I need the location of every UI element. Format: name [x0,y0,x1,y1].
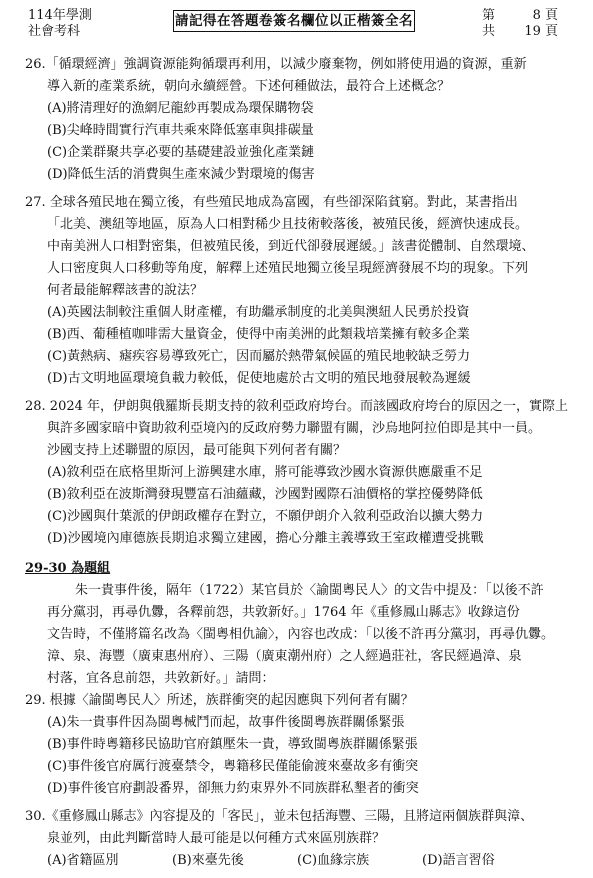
option-a: (A)省籍區別 [47,853,119,868]
question-stem: 26.「循環經濟」強調資源能夠循環再利用，以減少廢棄物，例如將使用過的資源，重新 [25,57,527,72]
question-stem: 沙國支持上述聯盟的原因，最可能與下列何者有關？ [47,443,347,458]
group-passage [25,580,573,690]
page-label: 第 [482,8,496,23]
exam-subject: 社會考科 [28,24,81,39]
option-a: (A)將清理好的漁網尼龍紗再製成為環保購物袋 [47,101,314,116]
question-stem: 泉並列，由此判斷當時人最可能是以何種方式來區別族群？ [47,831,386,846]
passage-line: 再分黨羽，再尋仇釁，各釋前怨，共敦新好。」1764 年《重修鳳山縣志》收錄這份 [47,605,520,620]
option-d: (D)事件後官府劃設番界，卻無力約束界外不同族群私墾者的衝突 [47,781,419,796]
option-c: (C)沙國與什葉派的伊朗政權存在對立，不願伊朗介入敘利亞政治以擴大勢力 [47,509,484,524]
question-29 [25,690,573,800]
option-b: (B)尖峰時間實行汽車共乘來降低塞車與排碳量 [47,123,314,138]
option-d: (D)古文明地區環境負載力較低，促使地處於古文明的殖民地發展較為遲緩 [47,371,471,386]
option-a: (A)敘利亞在底格里斯河上游興建水庫，將可能導致沙國水資源供應嚴重不足 [47,465,483,480]
question-30 [25,806,573,872]
question-stem: 27. 全球各殖民地在獨立後，有些殖民地成為富國，有些卻深陷貧窮。對此，某書指出 [25,195,518,210]
question-28 [25,396,573,550]
passage-line: 漳、泉、海豐（廣東惠州府）、三陽（廣東潮州府）之人經過莊社，客民經過漳、泉 [47,649,522,664]
signature-notice: 請記得在答題卷簽名欄位以正楷簽全名 [173,10,415,32]
questions [25,54,573,878]
question-stem: 導入新的產業系統，朝向永續經營。下述何種做法，最符合上述概念？ [47,79,451,94]
exam-info [28,8,92,40]
option-a: (A)朱一貴事件因為閩粵械鬥而起，故事件後閩粵族群關係緊張 [47,715,405,730]
option-b: (B)西、葡種植咖啡需大量資金，使得中南美洲的此類栽培業擁有較多企業 [47,327,470,342]
passage-line: 文告時，不僅將篇名改為〈閩粵相仇諭〉，內容也改成：「以後不許再分黨羽，再尋仇釁。 [47,627,555,642]
options-row [25,850,573,872]
page-current: 8 頁 [532,8,558,23]
option-c: (C)血緣宗族 [297,853,370,868]
question-27 [25,192,573,390]
option-b: (B)事件時粵籍移民協助官府鎮壓朱一貴，導致閩粵族群關係緊張 [47,737,418,752]
option-c: (C)黃熱病、瘧疾容易導致死亡，因而屬於熱帶氣候區的殖民地較缺乏勞力 [47,349,471,364]
question-stem: 與許多國家暗中資助敘利亞境內的反政府勢力聯盟有關，沙烏地阿拉伯即是其中一員。 [47,421,542,436]
option-b: (B)敘利亞在波斯灣發現豐富石油蘊藏，沙國對國際石油價格的掌控優勢降低 [47,487,483,502]
option-b: (B)來臺先後 [172,853,244,868]
passage-line: 村落，宜各息前怨，共敦新好。」請問： [47,671,275,686]
question-stem: 人口密度與人口移動等角度，解釋上述殖民地獨立後呈現經濟發展不均的現象。下列 [47,261,529,276]
exam-year: 114年學測 [28,8,92,23]
passage-line: 朱一貴事件後，隔年（1722）某官員於〈諭閩粵民人〉的文告中提及：「以後不許 [75,583,544,598]
question-stem: 29. 根據〈諭閩粵民人〉所述，族群衝突的起因應與下列何者有關？ [25,693,414,708]
option-c: (C)企業群聚共享必要的基礎建設並強化產業鏈 [47,145,315,160]
page-header [0,8,593,40]
question-26 [25,54,573,186]
total-label: 共 [482,24,496,39]
option-a: (A)英國法制較注重個人財產權，有助繼承制度的北美與澳紐人民勇於投資 [47,305,470,320]
option-c: (C)事件後官府厲行渡臺禁令，粵籍移民僅能偷渡來臺故多有衝突 [47,759,419,774]
question-stem: 30.《重修鳳山縣志》內容提及的「客民」，並未包括海豐、三陽，且將這兩個族群與漳、 [25,809,534,824]
page-total: 19 頁 [524,24,558,39]
question-stem: 何者最能解釋該書的說法？ [47,283,204,298]
option-d: (D)沙國境內庫德族長期追求獨立建國，擔心分離主義導致王室政權遭受挑戰 [47,531,484,546]
question-stem: 28. 2024 年，伊朗與俄羅斯長期支持的敘利亞政府垮台。而該國政府垮台的原因之一，實際上 [25,399,569,414]
question-stem: 中南美洲人口相對密集，但被殖民後，到近代卻發展遲緩。」該書從體制、自然環境、 [47,239,535,254]
page-number [482,8,558,40]
option-d: (D)降低生活的消費與生產來減少對環境的傷害 [47,167,315,182]
option-d: (D)語言習俗 [422,853,495,868]
question-group-title: 29-30 為題組 [25,561,111,576]
question-stem: 「北美、澳紐等地區，原為人口相對稀少且技術較落後，被殖民後，經濟快速成長。 [47,217,529,232]
